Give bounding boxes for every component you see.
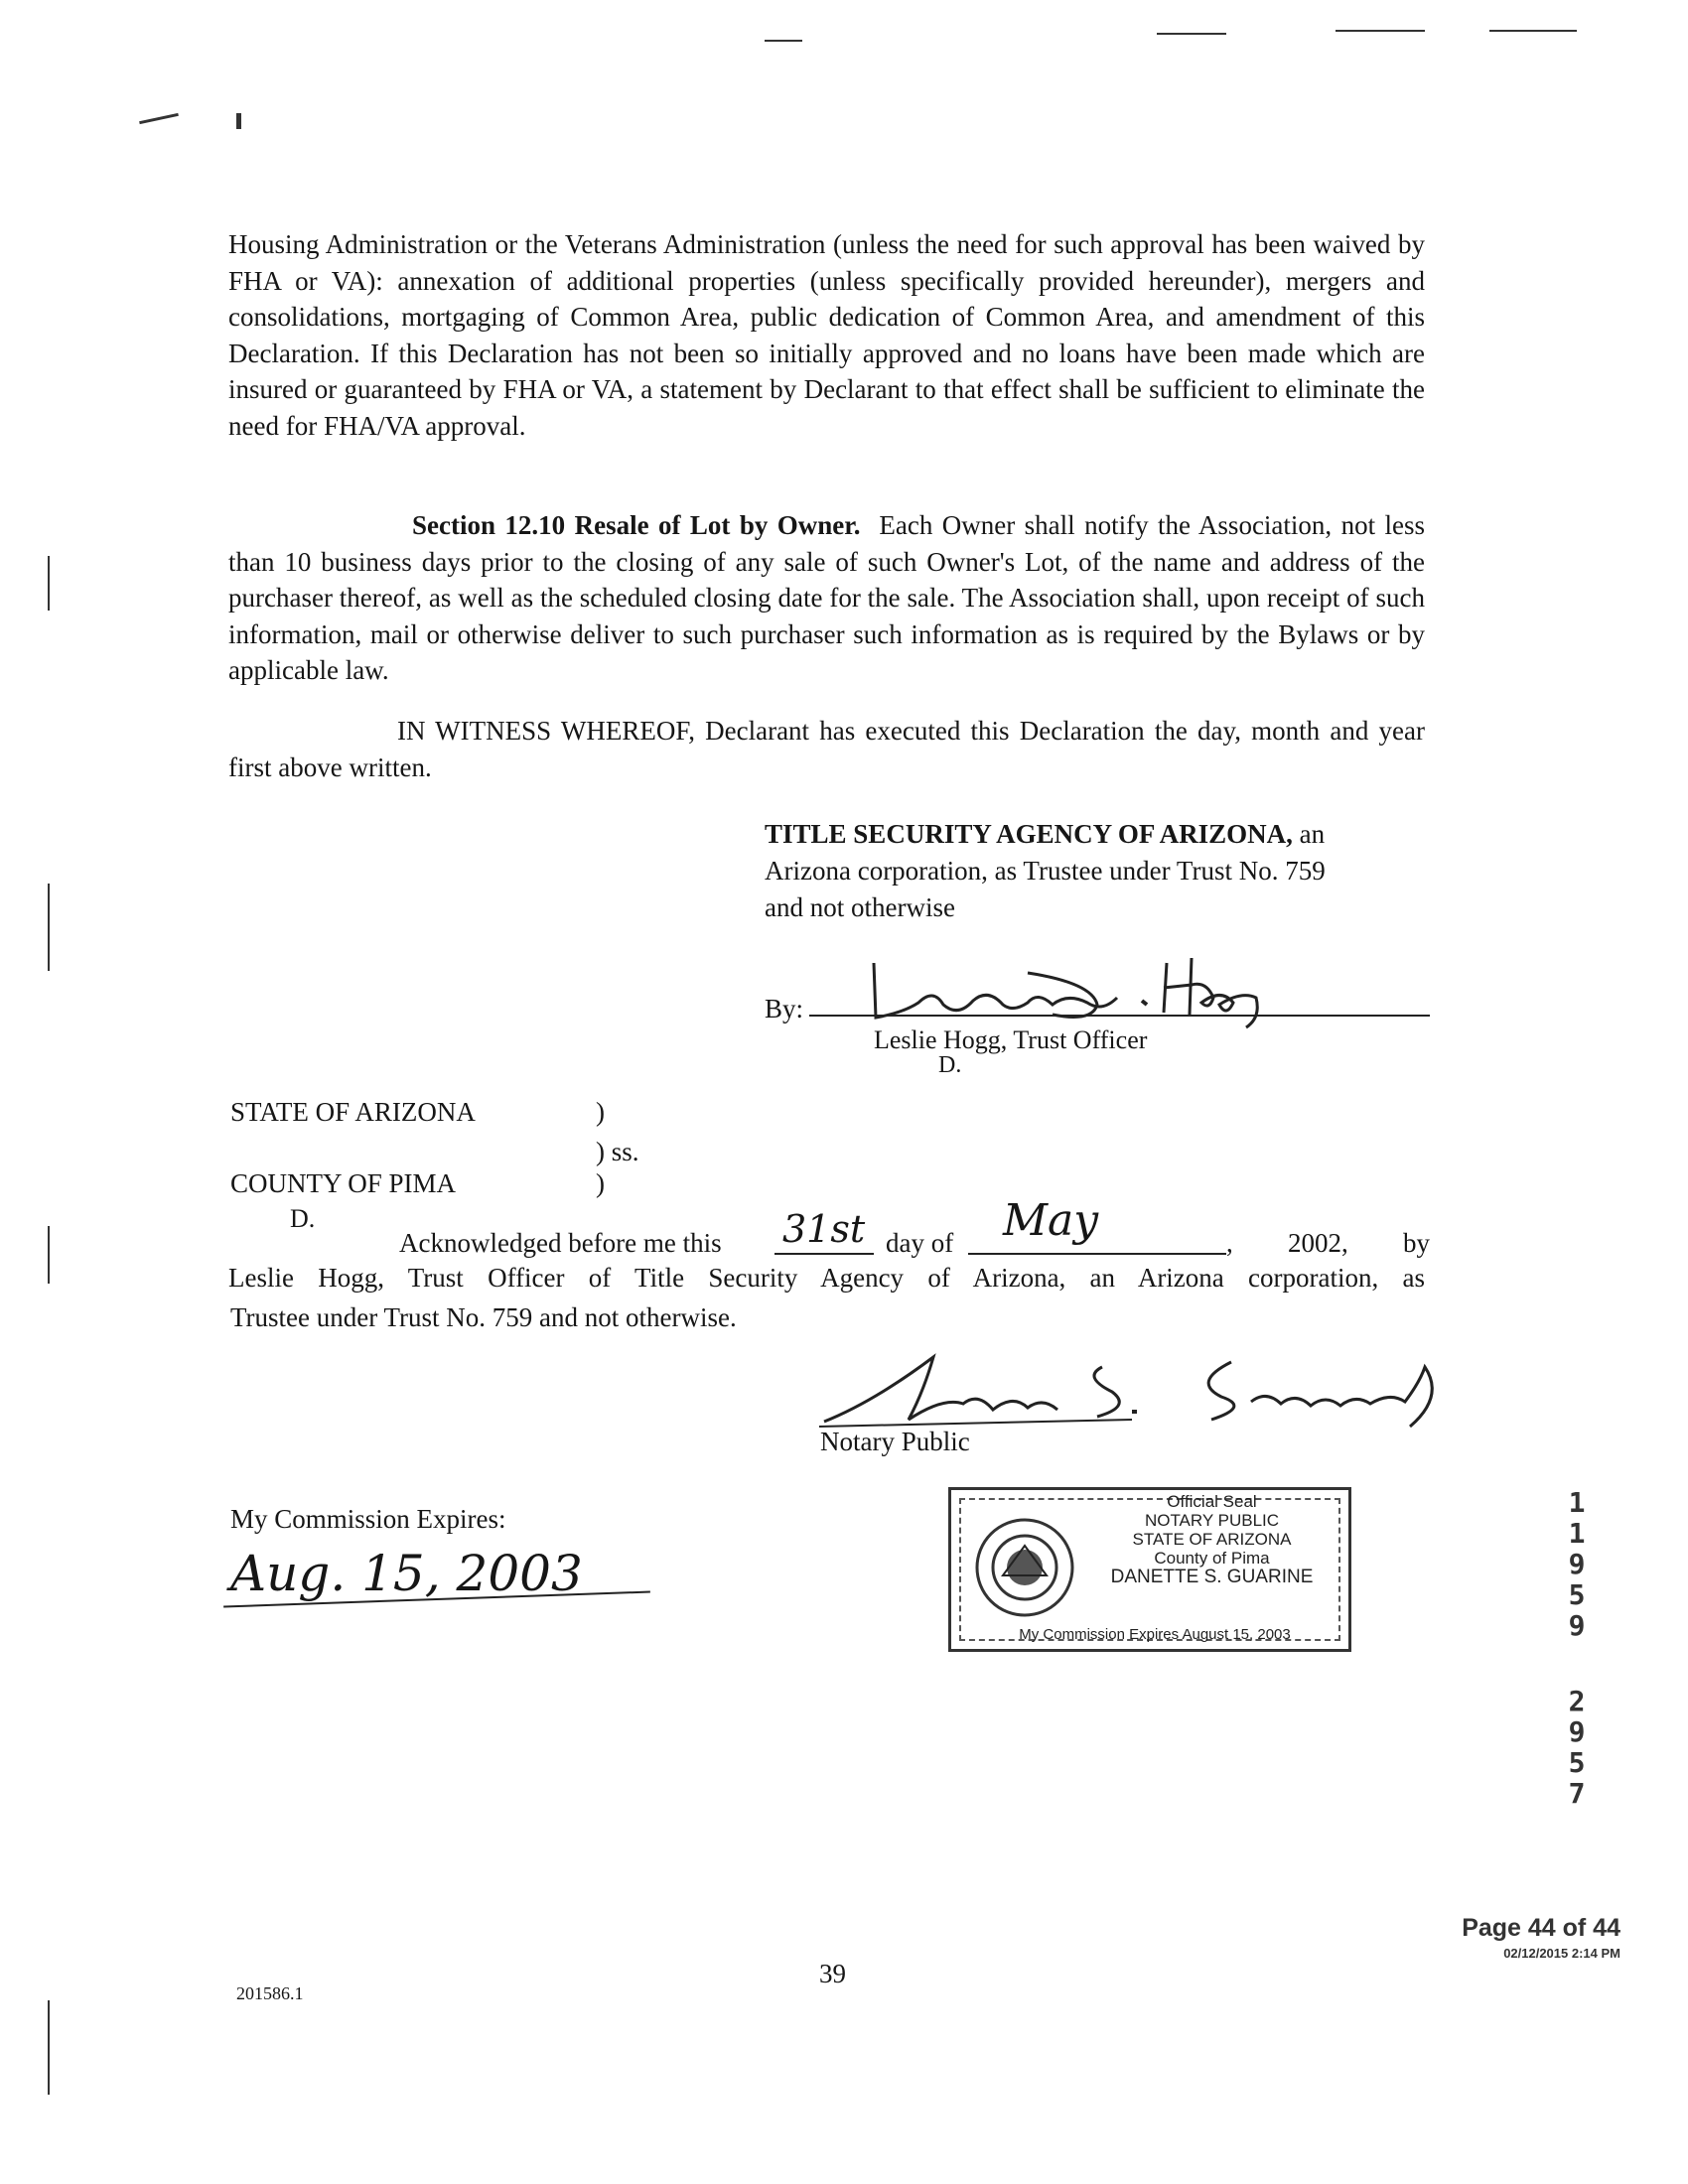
scan-mark — [48, 2000, 50, 2095]
signatory-line-2: Arizona corporation, as Trustee under Trust No. 759 — [765, 856, 1326, 886]
side-stamp-top — [1562, 1487, 1592, 1641]
section-12-10-paragraph — [228, 507, 1425, 689]
notary-label: Notary Public — [820, 1427, 970, 1456]
signatory-company — [765, 816, 1325, 852]
notary-signature — [814, 1342, 1450, 1436]
seal-line-2: NOTARY PUBLIC — [1144, 1511, 1280, 1530]
commission-label: My Commission Expires: — [230, 1504, 506, 1534]
side-digit: 5 — [1568, 1746, 1586, 1779]
seal-line-1: Official Seal — [1167, 1492, 1257, 1511]
scan-mark — [139, 113, 179, 124]
venue-state: STATE OF ARIZONA — [230, 1097, 476, 1127]
scan-mark — [1336, 30, 1425, 32]
scan-mark — [1489, 30, 1577, 32]
signatory-name: Leslie Hogg, Trust Officer — [874, 1025, 1148, 1054]
scan-mark — [236, 113, 241, 129]
document-id: 201586.1 — [236, 1983, 304, 2003]
scan-mark — [48, 1226, 50, 1284]
ack-lead: Acknowledged before me this — [399, 1228, 722, 1258]
seal-line-6: My Commission Expires August 15, 2003 — [1019, 1626, 1291, 1643]
ack-line-3: Trustee under Trust No. 759 and not otherwise. — [230, 1302, 737, 1332]
by-label: By: — [765, 994, 804, 1024]
side-digit: 9 — [1568, 1715, 1586, 1748]
seal-line-5: DANETTE S. GUARINE — [1110, 1567, 1314, 1587]
scan-mark — [765, 40, 802, 42]
commission-date: Aug. 15, 2003 — [230, 1545, 583, 1602]
notary-seal — [948, 1487, 1351, 1652]
ack-day: 31st — [782, 1207, 866, 1251]
ack-year-text: , 2002, by — [1226, 1228, 1430, 1258]
signatory-line-3: and not otherwise — [765, 892, 955, 922]
venue-paren-1: ) — [596, 1097, 605, 1127]
side-digit: 7 — [1568, 1777, 1586, 1810]
section-body: Each Owner shall notify the Association, not less than 10 business days prior to the closing of any sale of such Owner's Lot, of the name and address of the purchaser thereof, as well as the scheduled closing date for the sale. The Association shall, upon receipt of such information, mail or otherwise deliver to such purchaser such information as is required by the Bylaws or by applicable law. — [228, 510, 1426, 685]
page-number: 39 — [819, 1959, 846, 1988]
side-digit: 5 — [1568, 1578, 1586, 1611]
scan-mark — [1157, 33, 1226, 35]
company-suffix: an — [1292, 819, 1326, 849]
side-digit: 9 — [1568, 1548, 1586, 1580]
witness-clause: IN WITNESS WHEREOF, Declarant has executed this Declaration the day, month and year first above written. — [228, 716, 1425, 782]
ack-month: May — [1003, 1195, 1099, 1246]
signatory-initial-insert: D. — [938, 1052, 962, 1078]
seal-line-4: County of Pima — [1154, 1549, 1270, 1568]
ack-year — [1226, 1225, 1430, 1261]
scan-mark — [48, 556, 50, 611]
section-heading: Section 12.10 Resale of Lot by Owner. — [412, 510, 861, 540]
ack-day-of: day of — [886, 1228, 954, 1258]
ack-line-2: Leslie Hogg, Trust Officer of Title Security Agency of Arizona, an Arizona corporation, as — [228, 1263, 1425, 1293]
page-of-label: Page 44 of 44 — [1462, 1914, 1620, 1942]
venue-county: COUNTY OF PIMA — [230, 1168, 457, 1198]
paragraph-fha-va: Housing Administration or the Veterans Administration (unless the need for such approval has been waived by FHA or VA): annexation of additional properties (unless specifically provided hereunder), mergers and consolidations, mortgaging of Common Area, public dedication of Common Area, and amendment of this Declaration. If this Declaration has not been so initially approved and no loans have been made which are insured or guaranteed by FHA or VA, a statement by Declarant to that effect shall be sufficient to eliminate the need for FHA/VA approval. — [228, 229, 1425, 441]
side-digit: 2 — [1568, 1685, 1586, 1717]
venue-paren-3: ) — [596, 1168, 605, 1198]
seal-text — [1085, 1492, 1338, 1586]
ack-initial-insert: D. — [290, 1204, 316, 1233]
side-stamp-bottom — [1562, 1686, 1592, 1809]
side-digit: 1 — [1568, 1486, 1586, 1519]
venue-ss: ) ss. — [596, 1137, 639, 1166]
state-seal-icon — [973, 1516, 1077, 1620]
scan-mark — [48, 884, 50, 971]
ack-day-line — [774, 1253, 874, 1255]
print-timestamp: 02/12/2015 2:14 PM — [1503, 1946, 1620, 1961]
seal-line-3: STATE OF ARIZONA — [1132, 1530, 1292, 1549]
ack-month-line — [968, 1253, 1226, 1255]
company-name: TITLE SECURITY AGENCY OF ARIZONA, — [765, 819, 1293, 849]
side-digit: 1 — [1568, 1517, 1586, 1550]
side-digit: 9 — [1568, 1609, 1586, 1642]
